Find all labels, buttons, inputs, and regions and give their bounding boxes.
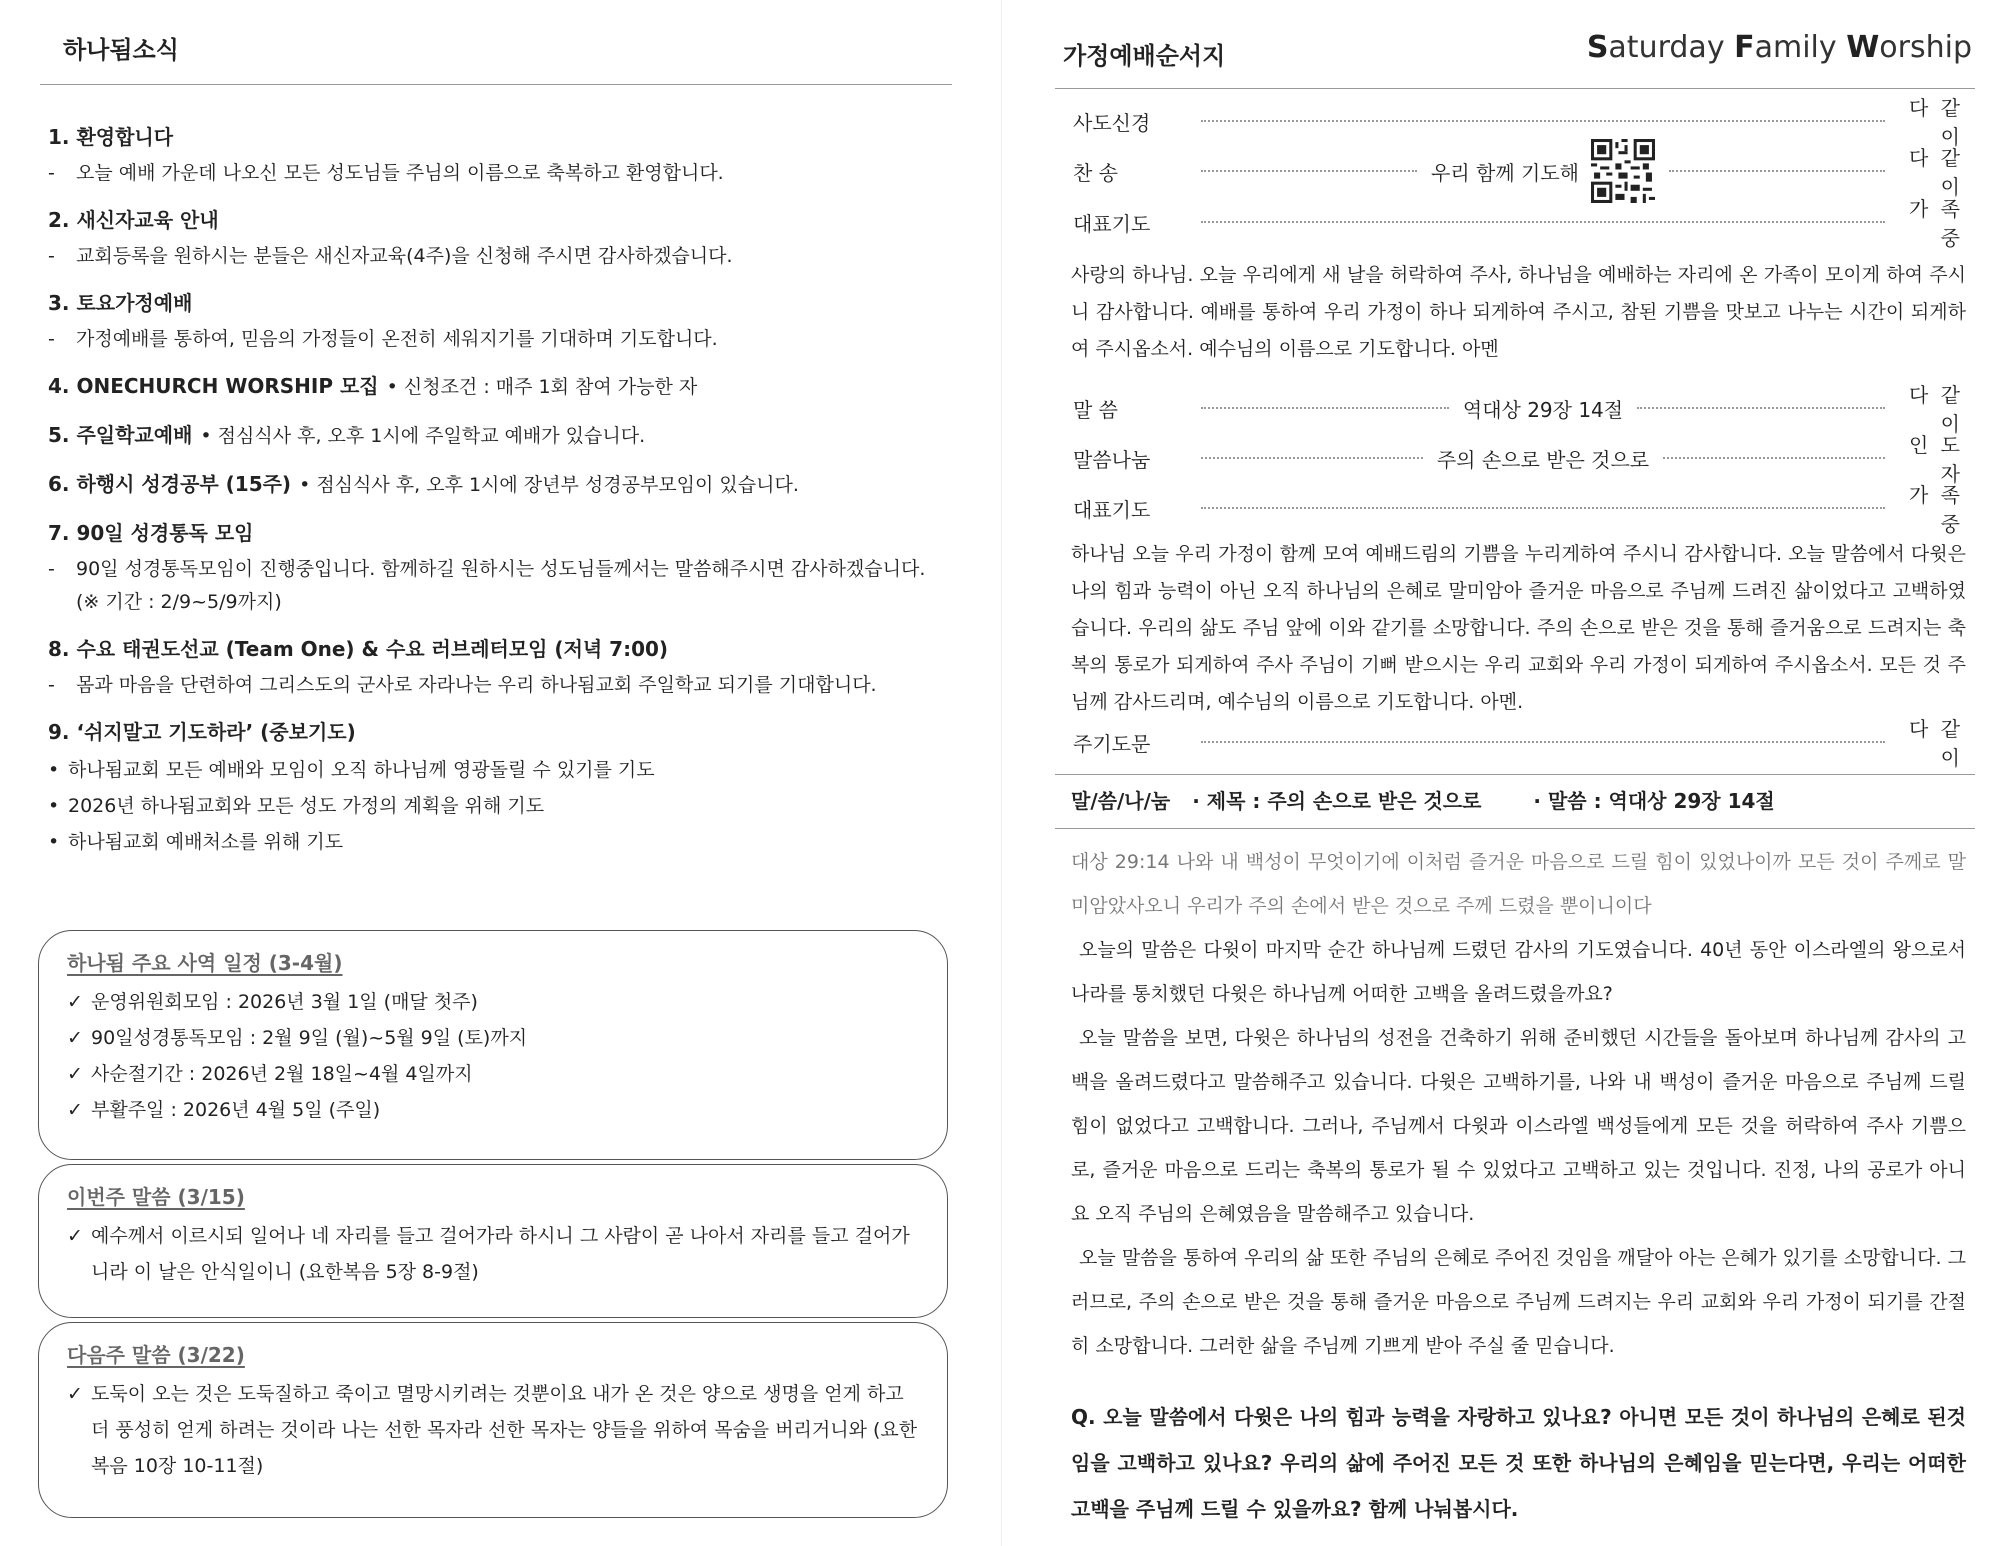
dotted-leader bbox=[1663, 457, 1885, 459]
schedule-item: 운영위원회모임 : 2026년 3월 1일 (매달 첫주) bbox=[91, 991, 478, 1013]
news-desc: 몸과 마음을 단련하여 그리스도의 군사로 자라나는 우리 하나됨교회 주일학교 되기를 기대합니다. bbox=[76, 674, 877, 696]
news-heading: 9. ‘쉬지말고 기도하라’ (중보기도) bbox=[48, 720, 356, 744]
schedule-item: 사순절기간 : 2026년 2월 18일~4월 4일까지 bbox=[91, 1063, 473, 1085]
order-row bbox=[1073, 146, 1963, 199]
divider bbox=[1055, 828, 1975, 829]
order-row bbox=[1073, 433, 1963, 486]
this-week-title: 이번주 말씀 (3/15) bbox=[67, 1185, 245, 1209]
order-row bbox=[1073, 96, 1963, 149]
prayer-item: 2026년 하나됨교회와 모든 성도 가정의 계획을 위해 기도 bbox=[68, 795, 545, 817]
schedule-item: 90일성경통독모임 : 2월 9일 (월)~5월 9일 (토)까지 bbox=[91, 1027, 528, 1049]
divider bbox=[1055, 88, 1975, 89]
dash-mark: - bbox=[48, 162, 55, 184]
sermon-paragraph: 오늘의 말씀은 다윗이 마지막 순간 하나님께 드렸던 감사의 기도였습니다. 40년 동안 이스라엘의 왕으로서 나라를 통치했던 다윗은 하나님께 어떠한 고백을 올려드렸을까요? bbox=[1071, 939, 1966, 1005]
news-inline: • 신청조건 : 매주 1회 참여 가능한 자 bbox=[386, 376, 698, 398]
order-label: 대표기도 bbox=[1073, 497, 1151, 522]
sermon-title: 주의 손으로 받은 것으로 bbox=[1436, 447, 1650, 472]
closing-prayer: 하나님 오늘 우리 가정이 함께 모여 예배드림의 기쁨을 누리게하여 주시니 감사합니다. 오늘 말씀에서 다윗은 나의 힘과 능력이 아닌 오직 하나님의 은혜로 말미암아 즐거운 마음으로 주님께 드려진 삶이었다고 고백하였습니다. 우리의 삶도 주님 앞에 이와 같기를 소망합니다. 주의 손으로 받은 것을 통해 즐거움으로 드려지는 축복의 통로가 되게하여 주사 주님이 기뻐 받으시는 우리 교회와 우리 가정이 되게하여 주시옵소서. 모든 것 주님께 감사드리며, 예수님의 이름으로 기도합니다. 아멘. bbox=[1071, 543, 1966, 713]
sermon-header bbox=[1071, 785, 1775, 814]
news-heading: 6. 하행시 성경공부 (15주) bbox=[48, 472, 292, 496]
dash-mark: - bbox=[48, 674, 55, 696]
this-week-box bbox=[38, 1164, 948, 1318]
order-who: 가 족 중 bbox=[1909, 197, 1963, 250]
bullet-mark: • bbox=[48, 795, 60, 817]
order-label: 대표기도 bbox=[1073, 211, 1151, 236]
news-heading: 3. 토요가정예배 bbox=[48, 291, 193, 315]
prayer-item: 하나됨교회 예배처소를 위해 기도 bbox=[68, 831, 344, 853]
check-icon: ✓ bbox=[67, 1225, 83, 1247]
order-label: 찬 송 bbox=[1073, 160, 1118, 185]
news-item bbox=[48, 123, 948, 190]
brand-title: Saturday Family Worship bbox=[1586, 30, 1972, 65]
news-desc: 교회등록을 원하시는 분들은 새신자교육(4주)을 신청해 주시면 감사하겠습니다. bbox=[76, 245, 733, 267]
sermon-body bbox=[1071, 928, 1966, 1368]
qr-code-icon[interactable] bbox=[1591, 139, 1655, 203]
order-who: 다 같 이 bbox=[1909, 96, 1963, 149]
order-row bbox=[1073, 483, 1963, 536]
order-label: 사도신경 bbox=[1073, 110, 1151, 135]
news-heading: 5. 주일학교예배 bbox=[48, 423, 193, 447]
next-week-text: 도둑이 오는 것은 도둑질하고 죽이고 멸망시키려는 것뿐이요 내가 온 것은 양으로 생명을 얻게 하고 더 풍성히 얻게 하려는 것이라 나는 선한 목자라 선한 목자는 양들을 위하여 목숨을 버리거니와 (요한복음 10장 10-11절) bbox=[91, 1383, 918, 1477]
news-item bbox=[48, 289, 948, 356]
dotted-leader bbox=[1201, 407, 1449, 409]
scripture-ref: 역대상 29장 14절 bbox=[1462, 397, 1624, 422]
sermon-paragraph: 오늘 말씀을 보면, 다윗은 하나님의 성전을 건축하기 위해 준비했던 시간들을 돌아보며 하나님께 감사의 고백을 올려드렸다고 말씀해주고 있습니다. 다윗은 고백하기를, 나와 내 백성이 즐거운 마음으로 주님께 드릴 힘이 없었다고 고백합니다. 그러나, 주님께서 다윗과 이스라엘 백성들에게 모든 것을 허락하여 주사 기쁨으로, 즐거운 마음으로 드리는 축복의 통로가 될 수 있었다고 고백하고 있는 것입니다. 진정, 나의 공로가 아니요 오직 주님의 은혜였음을 말씀해주고 있습니다. bbox=[1071, 1027, 1966, 1225]
order-label: 말씀나눔 bbox=[1073, 447, 1151, 472]
order-label: 말 씀 bbox=[1073, 397, 1118, 422]
this-week-text: 예수께서 이르시되 일어나 네 자리를 들고 걸어가라 하시니 그 사람이 곧 나아서 자리를 들고 걸어가니라 이 날은 안식일이니 (요한복음 5장 8-9절) bbox=[91, 1225, 910, 1283]
order-row bbox=[1073, 383, 1963, 436]
sermon-label: 말/씀/나/눔 bbox=[1071, 789, 1171, 813]
prayer-item: 하나됨교회 모든 예배와 모임이 오직 하나님께 영광돌릴 수 있기를 기도 bbox=[68, 759, 655, 781]
check-icon: ✓ bbox=[67, 1383, 83, 1405]
check-icon: ✓ bbox=[67, 991, 83, 1013]
news-list bbox=[48, 123, 948, 876]
dash-mark: - bbox=[48, 328, 55, 350]
news-inline: • 점심식사 후, 오후 1시에 주일학교 예배가 있습니다. bbox=[200, 425, 646, 447]
news-item bbox=[48, 421, 948, 450]
divider bbox=[40, 84, 952, 85]
bullet-mark: • bbox=[48, 759, 60, 781]
order-row bbox=[1073, 197, 1963, 250]
dotted-leader bbox=[1201, 741, 1885, 743]
news-item bbox=[48, 718, 948, 860]
news-heading: 7. 90일 성경통독 모임 bbox=[48, 521, 254, 545]
news-desc: 90일 성경통독모임이 진행중입니다. 함께하길 원하시는 성도님들께서는 말씀해주시면 감사하겠습니다. (※ 기간 : 2/9~5/9까지) bbox=[76, 558, 926, 613]
dotted-leader bbox=[1669, 170, 1885, 172]
next-week-box bbox=[38, 1322, 948, 1518]
sermon-topic: · 제목 : 주의 손으로 받은 것으로 bbox=[1192, 789, 1482, 813]
dotted-leader bbox=[1201, 457, 1423, 459]
schedule-title: 하나됨 주요 사역 일정 (3-4월) bbox=[67, 951, 343, 975]
opening-prayer: 사랑의 하나님. 오늘 우리에게 새 날을 허락하여 주사, 하나님을 예배하는 자리에 온 가족이 모이게 하여 주시니 감사합니다. 예배를 통하여 우리 가정이 하나 되게하여 주시고, 참된 기쁨을 맛보고 나누는 시간이 되게하여 주시옵소서. 예수님의 이름으로 기도합니다. 아멘 bbox=[1071, 264, 1966, 360]
dash-mark: - bbox=[48, 558, 55, 580]
schedule-box bbox=[38, 930, 948, 1160]
news-item bbox=[48, 206, 948, 273]
order-row bbox=[1073, 717, 1963, 770]
news-heading: 2. 새신자교육 안내 bbox=[48, 208, 219, 232]
dotted-leader bbox=[1201, 507, 1885, 509]
news-heading: 4. ONECHURCH WORSHIP 모집 bbox=[48, 374, 379, 398]
sermon-paragraph: 오늘 말씀을 통하여 우리의 삶 또한 주님의 은혜로 주어진 것임을 깨달아 아는 은혜가 있기를 소망합니다. 그러므로, 주의 손으로 받은 것을 통해 즐거운 마음으로 주님께 드려지는 우리 교회와 우리 가정이 되기를 간절히 소망합니다. 그러한 삶을 주님께 기쁘게 받아 주실 줄 믿습니다. bbox=[1071, 1247, 1966, 1357]
order-who: 다 같 이 bbox=[1909, 383, 1963, 436]
page-divider bbox=[1001, 0, 1002, 1546]
order-who: 다 같 이 bbox=[1909, 146, 1963, 199]
left-page bbox=[0, 0, 1000, 1546]
schedule-item: 부활주일 : 2026년 4월 5일 (주일) bbox=[91, 1099, 381, 1121]
check-icon: ✓ bbox=[67, 1099, 83, 1121]
dotted-leader bbox=[1201, 221, 1885, 223]
news-inline: • 점심식사 후, 오후 1시에 장년부 성경공부모임이 있습니다. bbox=[299, 474, 799, 496]
order-who: 다 같 이 bbox=[1909, 717, 1963, 770]
discussion-question: Q. 오늘 말씀에서 다윗은 나의 힘과 능력을 자랑하고 있나요? 아니면 모든 것이 하나님의 은혜로 된것임을 고백하고 있나요? 우리의 삶에 주어진 모든 것 또한 하나님의 은혜임을 믿는다면, 우리는 어떠한 고백을 주님께 드릴 수 있을까요? 함께 나눠봅시다. bbox=[1071, 1405, 1966, 1521]
order-title: 가정예배순서지 bbox=[1063, 42, 1226, 70]
news-heading: 8. 수요 태권도선교 (Team One) & 수요 러브레터모임 (저녁 7:00) bbox=[48, 637, 669, 661]
news-item bbox=[48, 635, 948, 702]
dotted-leader bbox=[1201, 170, 1417, 172]
right-page bbox=[1003, 0, 2002, 1546]
news-item bbox=[48, 470, 948, 499]
next-week-title: 다음주 말씀 (3/22) bbox=[67, 1343, 245, 1367]
order-label: 주기도문 bbox=[1073, 731, 1151, 756]
sermon-passage: · 말씀 : 역대상 29장 14절 bbox=[1533, 789, 1775, 813]
news-desc: 오늘 예배 가운데 나오신 모든 성도님들 주님의 이름으로 축복하고 환영합니다. bbox=[76, 162, 724, 184]
divider bbox=[1055, 774, 1975, 775]
check-icon: ✓ bbox=[67, 1027, 83, 1049]
dotted-leader bbox=[1637, 407, 1885, 409]
news-desc: 가정예배를 통하여, 믿음의 가정들이 온전히 세워지기를 기대하며 기도합니다. bbox=[76, 328, 718, 350]
hymn-title: 우리 함께 기도해 bbox=[1431, 160, 1579, 185]
dotted-leader bbox=[1201, 120, 1885, 122]
news-heading: 1. 환영합니다 bbox=[48, 125, 174, 149]
order-who: 가 족 중 bbox=[1909, 483, 1963, 536]
news-item bbox=[48, 519, 948, 619]
order-who: 인 도 자 bbox=[1909, 433, 1963, 486]
bullet-mark: • bbox=[48, 831, 60, 853]
news-item bbox=[48, 372, 948, 401]
dash-mark: - bbox=[48, 245, 55, 267]
scripture-text: 대상 29:14 나와 내 백성이 무엇이기에 이처럼 즐거운 마음으로 드릴 힘이 있었나이까 모든 것이 주께로 말미암았사오니 우리가 주의 손에서 받은 것으로 주께 드렸을 뿐이니이다 bbox=[1071, 851, 1966, 917]
check-icon: ✓ bbox=[67, 1063, 83, 1085]
page-title: 하나됨소식 bbox=[63, 36, 179, 64]
